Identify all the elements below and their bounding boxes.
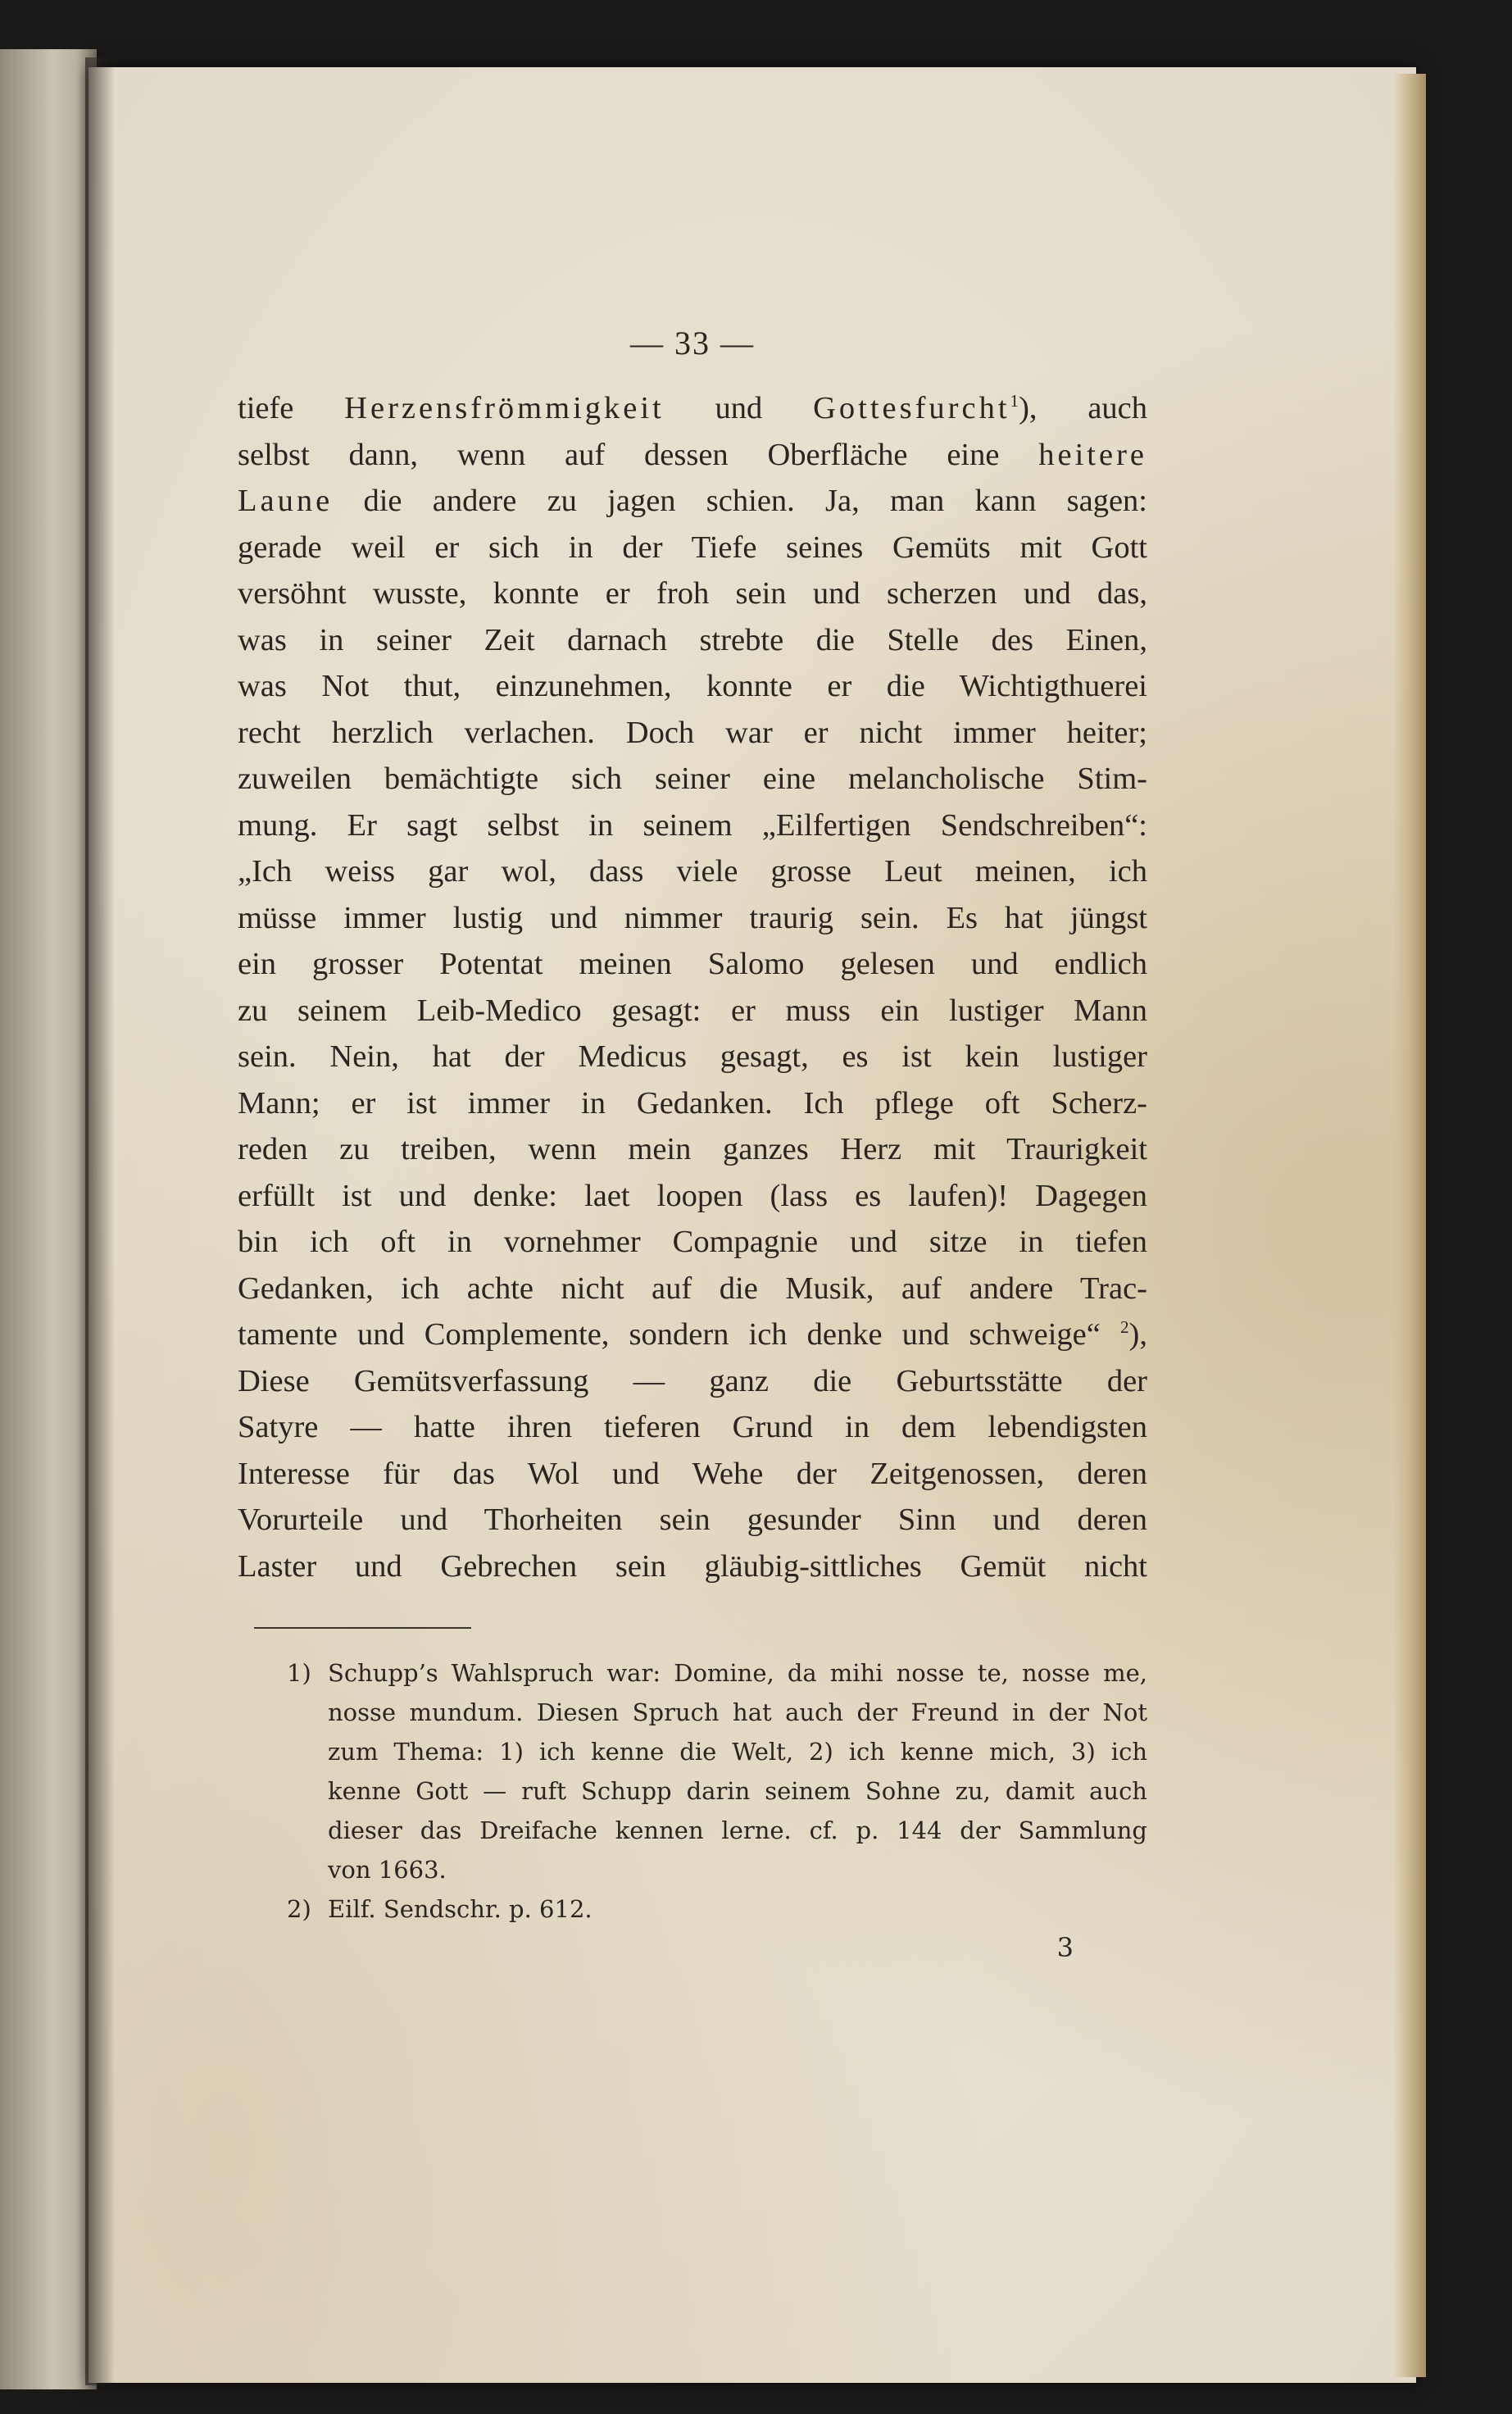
body-line — [238, 1219, 1147, 1266]
text-segment: ), auch — [1019, 391, 1148, 425]
footnote-line: zum Thema: 1) ich kenne die Welt, 2) ich kenne mich, 3) ich — [328, 1738, 1147, 1766]
body-line — [238, 571, 1147, 617]
body-line — [238, 385, 1147, 432]
text-segment: „Ich weiss gar wol, dass viele grosse Leut meinen, ich — [238, 854, 1147, 889]
text-segment: und — [664, 391, 814, 425]
text-segment: Gedanken, ich achte nicht auf die Musik, auf andere Trac- — [238, 1271, 1147, 1306]
body-line — [238, 1080, 1147, 1127]
text-segment: müsse immer lustig und nimmer traurig sein. Es hat jüngst — [238, 900, 1147, 935]
text-segment: ein grosser Potentat meinen Salomo gelesen und endlich — [238, 947, 1147, 981]
text-segment: die andere zu jagen schien. Ja, man kann sagen: — [333, 484, 1147, 518]
body-line — [238, 848, 1147, 895]
page-number: — 33 — — [630, 325, 755, 361]
text-segment: Laster und Gebrechen sein gläubig-sittliches Gemüt nicht — [238, 1548, 1147, 1584]
body-line — [238, 895, 1147, 942]
emphasized-text: Herzensfrömmigkeit — [344, 391, 665, 425]
gutter-shadow — [85, 57, 115, 2385]
body-line — [238, 802, 1147, 849]
text-segment: recht herzlich verlachen. Doch war er nicht immer heiter; — [238, 715, 1147, 750]
text-segment: was Not thut, einzunehmen, konnte er die Wichtigthuerei — [238, 669, 1147, 703]
body-line — [238, 756, 1147, 802]
text-segment: selbst dann, wenn auf dessen Oberfläche eine — [238, 437, 1039, 472]
page-fore-edge — [1393, 74, 1426, 2377]
text-segment: tamente und Complemente, sondern ich denke und schweige“ — [238, 1317, 1120, 1352]
emphasized-text: Gottesfurcht — [813, 391, 1010, 425]
body-line — [238, 1404, 1147, 1451]
text-segment: Interesse für das Wol und Wehe der Zeitgenossen, deren — [238, 1456, 1147, 1491]
footnote — [287, 1653, 1147, 1889]
body-line — [238, 617, 1147, 664]
footnote-line: Eilf. Sendschr. p. 612. — [328, 1895, 593, 1923]
text-segment: was in seiner Zeit darnach strebte die Stelle des Einen, — [238, 622, 1147, 657]
text-segment: sein. Nein, hat der Medicus gesagt, es ist kein lustiger — [238, 1039, 1147, 1074]
footnote-reference: 2 — [1119, 1317, 1129, 1338]
text-segment: versöhnt wusste, konnte er froh sein und scherzen und das, — [238, 576, 1147, 611]
footnotes — [287, 1653, 1147, 1929]
text-segment: zuweilen bemächtigte sich seiner eine melancholische Stim- — [238, 761, 1147, 796]
body-text — [238, 385, 1147, 1589]
text-segment: Diese Gemütsverfassung — ganz die Geburtsstätte der — [238, 1363, 1147, 1398]
body-line — [238, 663, 1147, 710]
text-segment: bin ich oft in vornehmer Compagnie und sitze in tiefen — [238, 1225, 1147, 1259]
body-line — [238, 525, 1147, 571]
body-line — [238, 710, 1147, 757]
signature-mark: 3 — [1056, 1932, 1074, 1963]
text-segment: gerade weil er sich in der Tiefe seines Gemüts mit Gott — [238, 530, 1147, 565]
footnote-line: nosse mundum. Diesen Spruch hat auch der Freund in der Not — [328, 1698, 1147, 1726]
emphasized-text: Laune — [238, 484, 334, 518]
body-line — [238, 1266, 1147, 1312]
body-line — [238, 1173, 1147, 1220]
footnote-reference: 1 — [1010, 391, 1019, 411]
footnote-line: kenne Gott — ruft Schupp darin seinem Sohne zu, damit auch — [328, 1777, 1147, 1805]
body-line — [238, 941, 1147, 988]
text-segment: ), — [1128, 1317, 1147, 1352]
footnote-mark: 1) — [287, 1659, 311, 1687]
footnote-line: von 1663. — [328, 1856, 447, 1884]
footnote-mark: 2) — [287, 1895, 311, 1923]
body-line — [238, 432, 1147, 479]
body-line — [238, 1034, 1147, 1080]
footnote-divider — [254, 1627, 471, 1629]
emphasized-text: heitere — [1038, 437, 1147, 472]
body-line — [238, 478, 1147, 525]
text-segment: Mann; er ist immer in Gedanken. Ich pflege oft Scherz- — [238, 1085, 1147, 1121]
previous-page-edge — [0, 49, 97, 2389]
text-segment: erfüllt ist und denke: laet loopen (lass es laufen)! Dagegen — [238, 1178, 1147, 1213]
page-content — [238, 324, 1147, 1963]
body-line — [238, 1497, 1147, 1543]
footnote — [287, 1889, 1147, 1929]
text-segment: zu seinem Leib-Medico gesagt: er muss ein lustiger Mann — [238, 993, 1147, 1028]
body-line — [238, 1451, 1147, 1498]
footnote-line: Schupp’s Wahlspruch war: Domine, da mihi nosse te, nosse me, — [328, 1659, 1147, 1687]
text-segment: tiefe — [238, 391, 345, 425]
body-line — [238, 988, 1147, 1034]
text-segment: mung. Er sagt selbst in seinem „Eilfertigen Sendschreiben“: — [238, 807, 1147, 843]
body-line — [238, 1543, 1147, 1590]
footnote-line: dieser das Dreifache kennen lerne. cf. p. 144 der Sammlung — [328, 1816, 1147, 1844]
body-line — [238, 1358, 1147, 1405]
text-segment: Vorurteile und Thorheiten sein gesunder Sinn und deren — [238, 1502, 1147, 1537]
body-line — [238, 1126, 1147, 1173]
body-line — [238, 1312, 1147, 1358]
text-segment: Satyre — hatte ihren tieferen Grund in dem lebendigsten — [238, 1410, 1147, 1444]
text-segment: reden zu treiben, wenn mein ganzes Herz mit Traurigkeit — [238, 1132, 1147, 1166]
